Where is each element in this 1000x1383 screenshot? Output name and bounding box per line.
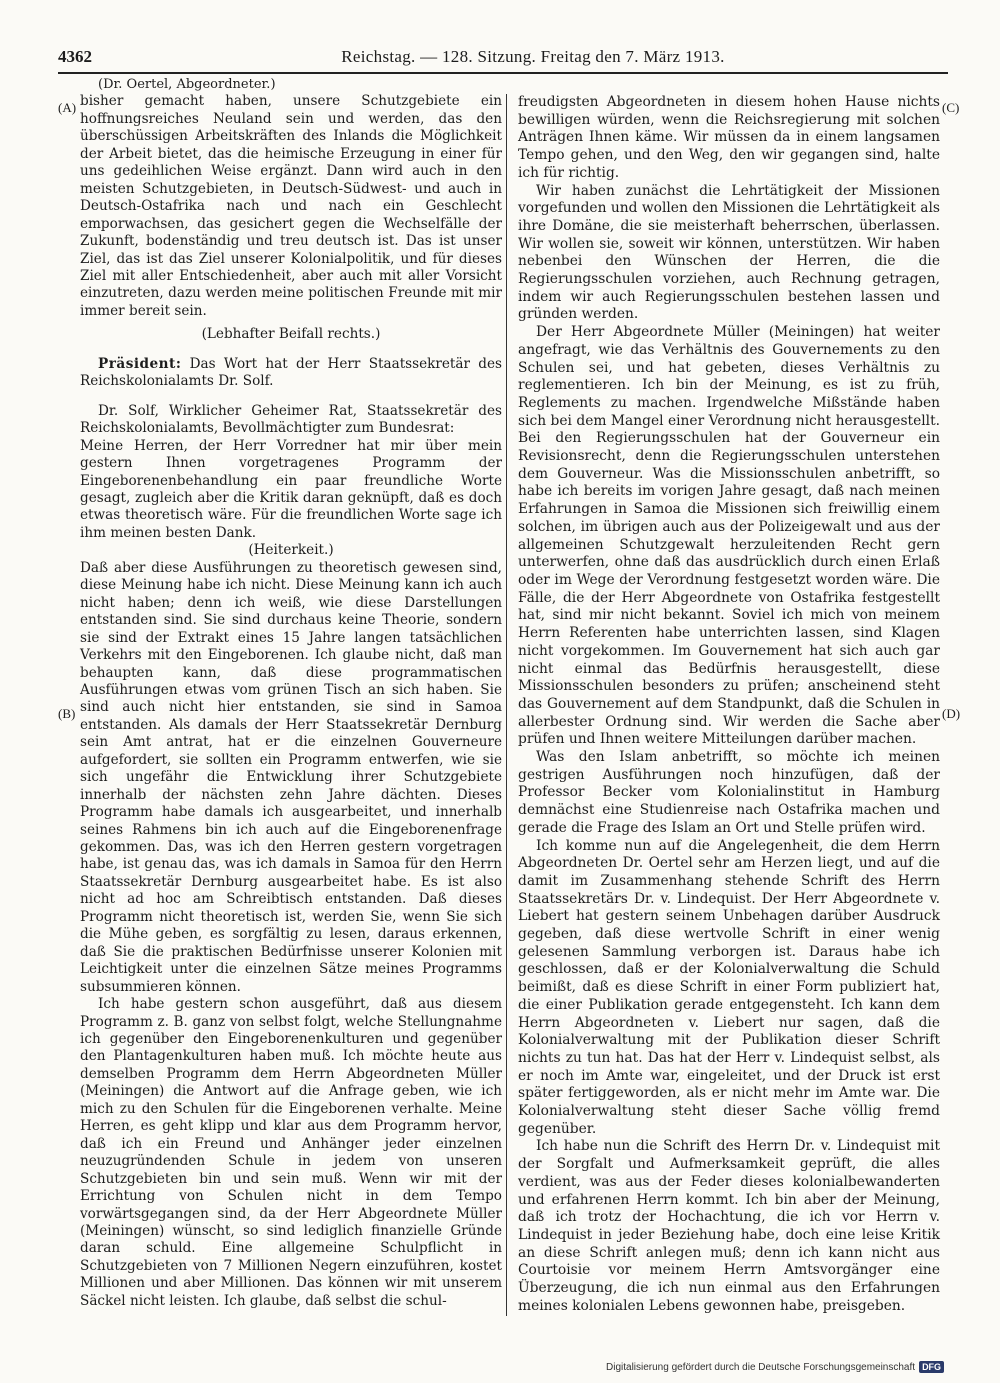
- margin-marker-c: (C): [942, 100, 960, 115]
- page-header: [58, 44, 948, 70]
- paragraph: Ich komme nun auf die Angelegenheit, die dem Herrn Abgeordneten Dr. Oertel sehr am Herzen liegt, und auf die damit im Zusammenhang stehende Schrift des Herrn Staatssekretärs Dr. v. Lindequist. Der Herr Abgeordnete v. Liebert hat gestern seinem Unbehagen darüber Ausdruck gegeben, daß diese wertvolle Schrift in einer wenig gelesenen Sammlung verborgen ist. Daraus habe ich geschlossen, daß er der Kolonialverwaltung die Schuld beimißt, daß es diese Schrift in einer Form publiziert hat, die einer Publikation gerade entgegensteht. Ich kann dem Herrn Abgeordneten v. Liebert nur sagen, daß die Kolonialverwaltung mit der Publikation dieser Schrift nichts zu tun hat. Das hat der Herr v. Lindequist selbst, als er noch im Amte war, eingeleitet, und der Druck ist erst später fertiggeworden, als er nicht mehr im Amte war. Die Kolonialverwaltung steht dieser Sache völlig fremd gegenüber.: [518, 837, 940, 1137]
- speaker-intro: Dr. Solf, Wirklicher Geheimer Rat, Staatssekretär des Reichskolonialamts, Bevollmächtigter zum Bundesrat:: [80, 402, 502, 437]
- margin-marker-d: (D): [942, 706, 961, 721]
- margin-marker-b: (B): [58, 706, 76, 721]
- paragraph: Daß aber diese Ausführungen zu theoretisch gewesen sind, diese Meinung habe ich nicht. Diese Meinung kann ich auch nicht haben; denn ich weiß, wie diese Darstellungen entstanden sind. Sie sind durchaus keine Theorie, sondern sie sind der Extrakt eines 15 Jahre langen tatsächlichen Verkehrs mit den Eingeborenen. Ich glaube nicht, daß man behaupten kann, daß diese programmatischen Ausführungen etwas vom grünen Tisch an sich haben. Sie sind auch nicht hier entstanden, sie sind in Samoa entstanden. Als damals der Herr Staatssekretär Dernburg sein Amt antrat, hat er die einzelnen Gouverneure aufgefordert, sie sollten ein Programm entwerfen, wie sie sich ungefähr die Entwicklung ihrer Schutzgebiete innerhalb der nächsten zehn Jahre dächten. Dieses Programm habe damals ich ausgearbeitet, und innerhalb seines Rahmens bin ich auch auf die Eingeborenenfrage gekommen. Das, was ich den Herren gestern vorgetragen habe, ist genau das, was ich damals in Samoa für den Herrn Staatssekretär Dernburg ausgearbeitet habe. Es ist also nicht ad hoc am Schreibtisch entstanden. Daß dieses Programm nicht theoretisch ist, werden Sie, wenn Sie sich die Mühe geben, es sorgfältig zu lesen, daraus erkennen, daß Sie die praktischen Bedürfnisse unserer Kolonien mit Leichtigkeit unter die einzelnen Sätze meines Programms subsummieren können.: [80, 559, 502, 995]
- paragraph: Wir haben zunächst die Lehrtätigkeit der Missionen vorgefunden und wollen den Missionen die Lehrtätigkeit als ihre Domäne, die sie meisterhaft beherrschen, überlassen. Wir wollen sie, soweit wir können, unterstützen. Wir haben nebenbei den Wünschen der Herren, die die Regierungsschulen vorziehen, auch Rechnung getragen, indem wir auch Regierungsschulen bestehen lassen und gründen werden.: [518, 182, 940, 323]
- running-title: Reichstag. — 128. Sitzung. Freitag den 7. März 1913.: [341, 47, 725, 66]
- footer-text: Digitalisierung gefördert durch die Deutsche Forschungsgemeinschaft: [606, 1361, 916, 1373]
- speaker-note: (Dr. Oertel, Abgeordneter.): [98, 77, 276, 92]
- left-column: [80, 76, 502, 1310]
- paragraph: Was den Islam anbetrifft, so möchte ich meinen gestrigen Ausführungen noch hinzufügen, daß der Professor Becker vom Kolonialinstitut in Hamburg demnächst eine Studienreise nach Ostafrika machen und gerade die Frage des Islam an Ort und Stelle prüfen wird.: [518, 749, 940, 836]
- laughter-note: (Heiterkeit.): [248, 542, 334, 559]
- column-divider: [506, 94, 507, 1316]
- dfg-logo: DFG: [919, 1361, 944, 1373]
- footer: [606, 1361, 944, 1373]
- paragraph: bisher gemacht haben, unsere Schutzgebiete ein hoffnungsreiches Neuland sein und werden, das den überschüssigen Arbeitskräften des Inlands die Möglichkeit der Arbeit bietet, das die heimische Erzeugung in einer für uns gedeihlichen Weise ergänzt. Dann wird auch in den meisten Schutzgebieten, in Deutsch-Südwest- und auch in Deutsch-Ostafrika nach und nach ein Geschlecht emporwachsen, das gesichert gegen die Wechselfälle der Zukunft, bodenständig und treu deutsch ist. Das ist unser Ziel, das ist das Ziel unserer Kolonialpolitik, und für dieses Ziel mit aller Entschiedenheit, aber auch mit aller Vorsicht einzutreten, dazu werden meine politischen Freunde mit mir immer bereit sein.: [80, 93, 502, 319]
- paragraph: freudigsten Abgeordneten in diesem hohen Hause nichts bewilligen würden, wenn die Reichsregierung mit solchen Anträgen Ihnen käme. Wir müssen da in einem langsamen Tempo gehen, und den Weg, den wir gegangen sind, halte ich für richtig.: [518, 94, 940, 181]
- president-text: Das Wort hat der Herr Staatssekretär des Reichskolonialamts Dr. Solf.: [80, 355, 503, 390]
- president-label: Präsident:: [98, 355, 182, 372]
- header-rule: [58, 72, 948, 74]
- applause-note: (Lebhafter Beifall rechts.): [201, 326, 381, 343]
- president-statement: [80, 356, 502, 391]
- paragraph: Ich habe gestern schon ausgeführt, daß aus diesem Programm z. B. ganz von selbst folgt, welche Stellungnahme ich gegenüber den Eingeborenenkulturen und gegenüber den Plantagenkulturen haben muß. Ich möchte heute aus demselben Programm dem Herrn Abgeordneten Müller (Meiningen) die Antwort auf die Anfrage geben, wie ich mich zu den Schulen für die Eingeborenen verhalte. Meine Herren, es geht klipp und klar aus dem Programm hervor, daß ich ein Freund und Anhänger jeder einzelnen neuzugründenden Schule in jedem von unseren Schutzgebieten bin und sein muß. Wenn wir mit der Errichtung von Schulen nicht in dem Tempo vorwärtsgegangen sind, da der Herr Abgeordnete Müller (Meiningen) wünscht, so sind lediglich finanzielle Gründe daran schuld. Eine allgemeine Schulpflicht in Schutzgebieten von 7 Millionen Negern einzuführen, kostet Millionen und aber Millionen. Das können wir mit unserem Säckel nicht leisten. Ich glaube, daß selbst die schul-: [80, 996, 502, 1309]
- page-number: 4362: [58, 47, 92, 66]
- right-column: [518, 94, 940, 1316]
- margin-marker-a: (A): [58, 100, 77, 115]
- paragraph: Meine Herren, der Herr Vorredner hat mir über mein gestern Ihnen vorgetragenes Programm der Eingeborenenbehandlung ein paar freundliche Worte gesagt, zugleich aber die Kritik daran geknüpft, daß es doch etwas theoretisch wäre. Für die freundlichen Worte sage ich ihm meinen besten Dank.: [80, 437, 502, 541]
- paragraph: Ich habe nun die Schrift des Herrn Dr. v. Lindequist mit der Sorgfalt und Aufmerksamkeit geprüft, die alles verdient, was aus der Feder dieses kolonialbewanderten und erfahrenen Herrn kommt. Ich bin aber der Meinung, daß ich trotz der Hochachtung, die ich vor Herrn v. Lindequist in jeder Beziehung habe, doch eine leise Kritik an diese Schrift anlegen muß; denn ich kann nicht aus Courtoisie vor meinem Herrn Amtsvorgänger eine Überzeugung, die ich nun einmal aus den Erfahrungen meines kolonialen Lebens gewonnen habe, preisgeben.: [518, 1138, 940, 1314]
- paragraph: Der Herr Abgeordnete Müller (Meiningen) hat weiter angefragt, wie das Verhältnis des Gouvernements zu den Schulen sei, und hat gebeten, dieses Verhältnis zu reglementieren. Ich bin der Meinung, es ist zu früh, Reglements zu machen. Irgendwelche Mißstände haben sich bei dem Mangel einer Verordnung nicht herausgestellt. Bei den Regierungsschulen hat der Gouverneur ein Revisionsrecht, denn die Regierungsschulen unterstehen dem Gouverneur. Was die Missionsschulen anbetrifft, so habe ich bereits im vorigen Jahre gesagt, daß nach meinen Erfahrungen in Samoa die Missionen sich freiwillig einem solchen, im übrigen auch aus der Polizeigewalt und aus der allgemeinen Schutzgewalt herzuleitenden Recht gern unterwerfen, ohne daß das ausdrücklich durch einen Erlaß oder im Wege der Verordnung festgesetzt worden wäre. Die Fälle, die der Herr Abgeordnete von Ostafrika festgestellt hat, sind mir nicht bekannt. Soviel ich mich von meinem Herrn Referenten habe unterrichten lassen, sind Klagen nicht vorgekommen. Im Gouvernement hat sich auch gar nicht einmal das Bedürfnis herausgestellt, diese Missionsschulen besonders zu prüfen; anscheinend steht das Gouvernement auf dem Standpunkt, daß die Schulen in allerbester Ordnung sind. Wir werden die Sache aber prüfen und Ihnen weitere Mitteilungen darüber machen.: [518, 324, 940, 748]
